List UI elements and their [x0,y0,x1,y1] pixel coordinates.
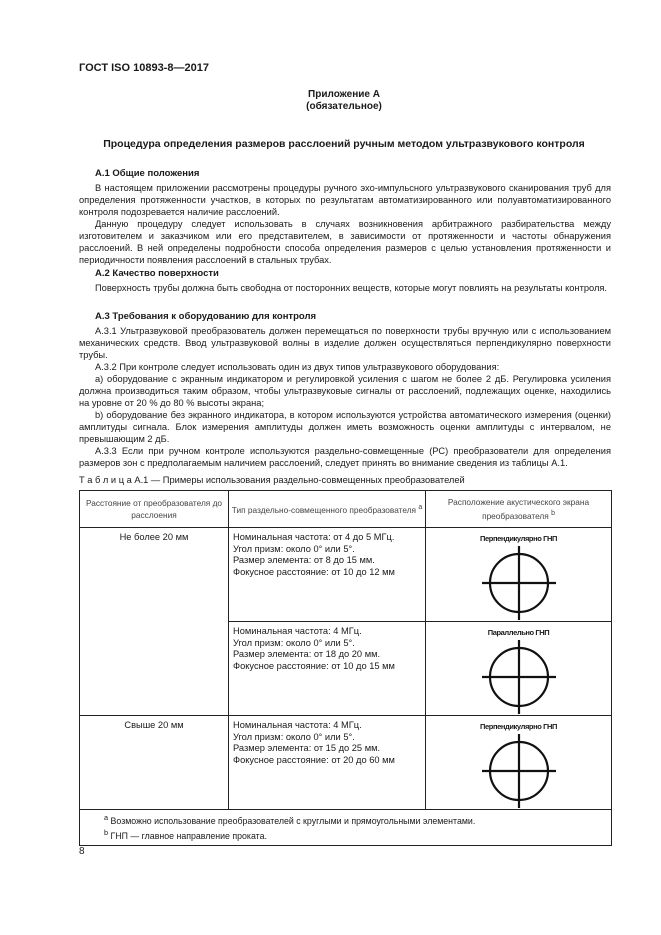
screen-orientation-cell [426,716,612,810]
table-notes-row [80,810,612,846]
table-caption: Т а б л и ц а А.1 — Примеры использования раздельно-совмещенных преобразователей [79,475,465,485]
screen-label: Перпендикулярно ГНП [480,534,557,543]
table-row [80,716,612,810]
footnote-a: $^a$ Возможно использование преобразователей с круглыми и прямоугольными элементами. [104,813,476,826]
spec-line: Фокусное расстояние: от 10 до 12 мм [233,566,395,577]
spec-line: Размер элемента: от 18 до 20 мм. [233,649,381,660]
header-distance: Расстояние от преобразователя до расслоения [80,491,229,528]
paragraph: А.3.2 При контроле следует использовать один из двух типов ультразвукового оборудования: [95,362,500,372]
section-a2-heading: А.2 Качество поверхности [95,268,219,279]
spec-line: Размер элемента: от 15 до 25 мм. [233,743,381,754]
header-transducer-type: Тип раздельно-совмещенного преобразователя $^a$ [229,491,426,528]
section-a3-body [79,325,611,469]
section-a1-body [79,182,611,266]
footnote-marker: a [104,813,109,822]
transducer-spec-cell [229,622,426,716]
spec-line: Угол призм: около 0° или 5°. [233,543,355,554]
screen-orientation-cell [426,622,612,716]
screen-label: Перпендикулярно ГНП [480,722,557,731]
table-header-row [80,491,612,528]
table-notes [80,810,612,846]
footnote-b: $^b$ ГНП — главное направление проката. [104,827,267,841]
transducer-circle-icon [481,639,557,715]
spec-line: Номинальная частота: 4 МГц. [233,720,362,730]
paragraph: b) оборудование без экранного индикатора, в котором используются устройства автоматического измерения (оценки) амплитуды сигнала. Блок измерения амплитуды должен иметь возможность оценки амплитуды с интервалом, не превышающим 2 дБ. [79,410,611,444]
spec-line: Фокусное расстояние: от 20 до 60 мм [233,754,395,765]
paragraph: Поверхность трубы должна быть свободна от посторонних веществ, которые могут повлиять на результаты контроля. [95,283,607,293]
header-screen-orientation: Расположение акустического экрана преобразователя $^b$ [426,491,612,528]
section-a1-heading: А.1 Общие положения [95,168,200,179]
transducer-circle-icon [481,733,557,809]
spec-line: Номинальная частота: 4 МГц. [233,626,362,636]
footnote-marker: b [104,827,109,837]
spec-line: Фокусное расстояние: от 10 до 15 мм [233,660,395,671]
section-a2-body [79,282,611,294]
footnote-marker: a [418,504,423,512]
paragraph: a) оборудование с экранным индикатором и регулировкой усиления с шагом не более 2 дБ. Регулировка усиления должна производиться таким образом, чтобы ультразвуковые сигналы от расслоений, подлежащих оценке, находились на уровне от 20 % до 80 % высоты экрана; [79,374,611,408]
transducer-spec-cell [229,528,426,622]
paragraph: А.3.1 Ультразвуковой преобразователь должен перемещаться по поверхности трубы вручную или с использованием механических средств. Ввод ультразвуковой волны в изделие должен осуществляться перпендикулярно поверхности трубы. [79,326,611,360]
annex-title: Приложение А [308,89,380,100]
transducer-circle-icon [481,545,557,621]
document-header: ГОСТ ISO 10893-8—2017 [79,62,209,74]
transducer-table [79,490,612,846]
distance-cell: Не более 20 мм [80,528,229,716]
spec-line: Угол призм: около 0° или 5°. [233,731,355,742]
table-row [80,528,612,622]
transducer-spec-cell [229,716,426,810]
spec-line: Угол призм: около 0° или 5°. [233,637,355,648]
paragraph: Данную процедуру следует использовать в случаях возникновения арбитражного разбирательства между изготовителем и заказчиком или его представителем, в зависимости от протяженности и частоты обнаружения расслоений. В ней определены подробности способа определения размеров с целью установления протяженности и периодичности появления расслоений в стальных трубах. [79,219,611,265]
section-a3-heading: А.3 Требования к оборудованию для контроля [95,311,317,322]
footnote-marker: b [551,510,555,518]
spec-line: Размер элемента: от 8 до 15 мм. [233,555,375,566]
paragraph: В настоящем приложении рассмотрены процедуры ручного эхо-импульсного ультразвукового сканирования труб для определения протяженности участков, в которых по результатам автоматизированного или полуавтоматизированного контроля подозревается наличие расслоений. [79,183,611,217]
distance-cell: Свыше 20 мм [80,716,229,810]
screen-label: Параллельно ГНП [487,628,550,637]
annex-subtitle: (обязательное) [306,101,382,112]
screen-orientation-cell [426,528,612,622]
main-title: Процедура определения размеров расслоений ручным методом ультразвукового контроля [103,138,585,150]
page-number: 8 [79,846,85,857]
paragraph: А.3.3 Если при ручном контроле используются раздельно-совмещенные (РС) преобразователи для определения размеров зон с предполагаемым наличием расслоений, следует принять во внимание сведения из таблицы А.1. [79,446,611,468]
spec-line: Номинальная частота: от 4 до 5 МГц. [233,532,395,542]
